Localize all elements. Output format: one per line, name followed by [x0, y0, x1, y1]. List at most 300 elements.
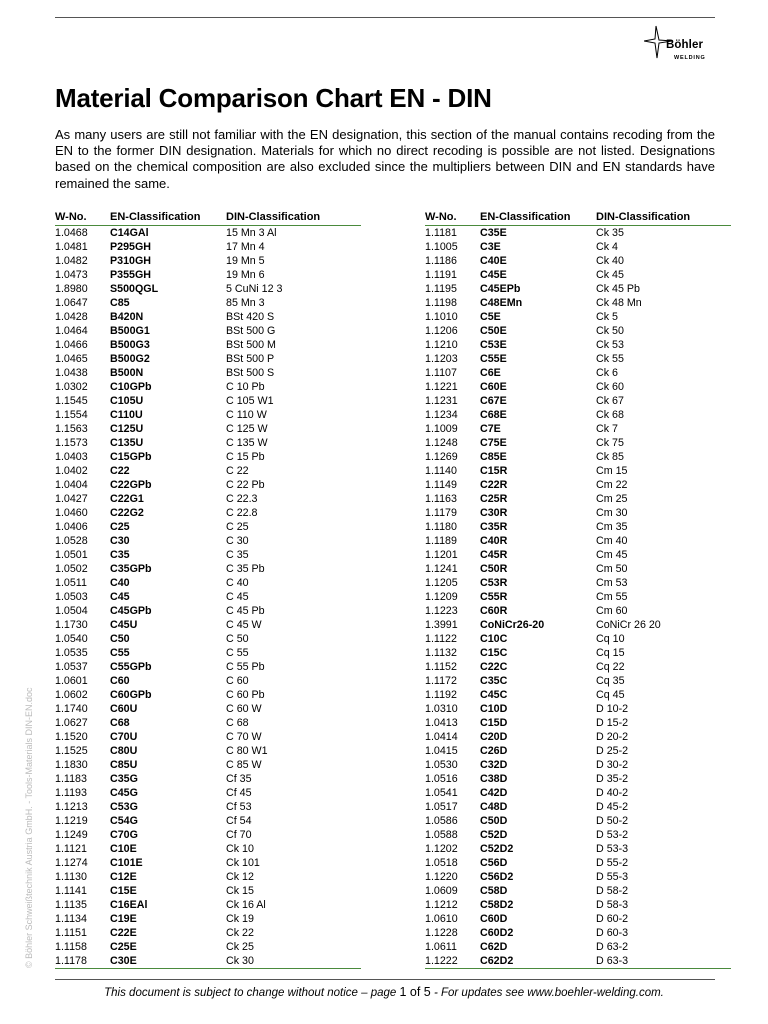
- comparison-table-left: [55, 209, 361, 969]
- cell-wno: 1.0518: [425, 857, 458, 869]
- cell-wno: 1.1202: [425, 843, 458, 855]
- table-row: [55, 394, 361, 408]
- cell-wno: 1.1140: [425, 465, 457, 477]
- cell-din: Ck 85: [596, 451, 624, 463]
- cell-din: C 105 W1: [226, 395, 274, 407]
- cell-wno: 1.1010: [425, 311, 458, 323]
- cell-din: Cm 53: [596, 577, 628, 589]
- cell-wno: 1.1180: [425, 521, 457, 533]
- cell-en: C25E: [110, 941, 137, 953]
- cell-wno: 1.0611: [425, 941, 457, 953]
- cell-wno: 1.1178: [55, 954, 110, 969]
- cell-din: Ck 48 Mn: [596, 297, 642, 309]
- cell-en: C22R: [480, 479, 508, 491]
- cell-en: C60R: [480, 605, 508, 617]
- cell-wno: 1.1274: [55, 857, 88, 869]
- cell-wno: 1.0503: [55, 591, 88, 603]
- cell-wno: 1.1135: [55, 899, 87, 911]
- footer-rule: [55, 979, 715, 980]
- cell-din: Cm 50: [596, 563, 628, 575]
- cell-wno: 1.0537: [55, 661, 88, 673]
- cell-en: C52D: [480, 829, 508, 841]
- cell-en: C62D: [480, 941, 508, 953]
- cell-en: C35G: [110, 773, 138, 785]
- cell-en: C68: [110, 717, 130, 729]
- cell-din: CoNiCr 26 20: [596, 619, 661, 631]
- cell-din: Cf 53: [226, 801, 252, 813]
- table-row: [425, 422, 731, 436]
- table-row: [55, 268, 361, 282]
- cell-wno: 1.0535: [55, 647, 88, 659]
- header-wno: W-No.: [425, 209, 480, 226]
- cell-wno: 1.1193: [55, 787, 87, 799]
- cell-en: C35GPb: [110, 563, 152, 575]
- cell-din: D 20-2: [596, 731, 629, 743]
- cell-din: Ck 10: [226, 843, 254, 855]
- footer: [0, 985, 768, 999]
- table-row: [55, 772, 361, 786]
- cell-en: C45GPb: [110, 605, 152, 617]
- cell-din: BSt 420 S: [226, 311, 275, 323]
- cell-wno: 1.0610: [425, 913, 458, 925]
- table-row: [55, 534, 361, 548]
- cell-din: Ck 7: [596, 423, 618, 435]
- cell-en: C30E: [110, 954, 226, 969]
- cell-din: C 22.8: [226, 507, 258, 519]
- cell-en: C68E: [480, 409, 507, 421]
- cell-wno: 1.1545: [55, 395, 88, 407]
- cell-din: C 22: [226, 465, 249, 477]
- table-row: [425, 534, 731, 548]
- cell-en: C85U: [110, 759, 138, 771]
- cell-en: C52D2: [480, 843, 514, 855]
- cell-din: Ck 75: [596, 437, 624, 449]
- cell-wno: 1.1830: [55, 759, 88, 771]
- table-row: [55, 282, 361, 296]
- cell-wno: 1.0404: [55, 479, 88, 491]
- cell-din: Cq 45: [596, 689, 625, 701]
- cell-en: C67E: [480, 395, 507, 407]
- cell-din: Cf 45: [226, 787, 252, 799]
- cell-wno: 1.1198: [425, 297, 457, 309]
- table-row: [425, 590, 731, 604]
- cell-wno: 1.1203: [425, 353, 458, 365]
- table-row: [425, 226, 731, 241]
- cell-wno: 1.0502: [55, 563, 88, 575]
- table-row: [425, 310, 731, 324]
- cell-en: C135U: [110, 437, 144, 449]
- cell-din: BSt 500 S: [226, 367, 275, 379]
- cell-din: D 15-2: [596, 717, 629, 729]
- cell-wno: 1.0541: [425, 787, 458, 799]
- table-row: [425, 240, 731, 254]
- table-row: [425, 716, 731, 730]
- table-row: [55, 296, 361, 310]
- table-row: [55, 674, 361, 688]
- cell-wno: 1.1520: [55, 731, 88, 743]
- cell-din: Ck 22: [226, 927, 254, 939]
- cell-din: C 35: [226, 549, 249, 561]
- cell-din: C 125 W: [226, 423, 268, 435]
- table-row: [55, 884, 361, 898]
- table-row: [425, 800, 731, 814]
- table-row: [55, 506, 361, 520]
- cell-din: D 60-2: [596, 913, 629, 925]
- cell-din: 15 Mn 3 Al: [226, 227, 277, 239]
- cell-din: Cm 22: [596, 479, 628, 491]
- cell-din: D 30-2: [596, 759, 629, 771]
- table-row: [55, 366, 361, 380]
- cell-din: 17 Mn 4: [226, 241, 265, 253]
- cell-din: Ck 60: [596, 381, 624, 393]
- table-row: [55, 562, 361, 576]
- comparison-table-right: [425, 209, 731, 969]
- cell-din: 19 Mn 5: [226, 255, 265, 267]
- cell-din: D 60-3: [596, 927, 629, 939]
- cell-din: 19 Mn 6: [226, 269, 265, 281]
- cell-din: Ck 67: [596, 395, 624, 407]
- cell-din: BSt 500 G: [226, 325, 276, 337]
- cell-wno: 1.1186: [425, 255, 457, 267]
- cell-wno: 1.0438: [55, 367, 88, 379]
- cell-wno: 1.0428: [55, 311, 88, 323]
- cell-din: D 53-3: [596, 843, 629, 855]
- cell-din: D 40-2: [596, 787, 629, 799]
- table-row: [425, 268, 731, 282]
- cell-din: C 30: [226, 535, 249, 547]
- cell-din: C 45: [226, 591, 249, 603]
- cell-en: C85: [110, 297, 130, 309]
- table-row: [425, 520, 731, 534]
- cell-din: C 135 W: [226, 437, 268, 449]
- table-row: [55, 338, 361, 352]
- cell-din: D 63-3: [596, 954, 731, 969]
- table-row: [425, 786, 731, 800]
- copyright-note: © Böhler Schweißtechnik Austria GmbH. - Tools-Materials DIN-EN.doc: [24, 687, 34, 968]
- cell-din: Cm 30: [596, 507, 628, 519]
- cell-din: C 22.3: [226, 493, 258, 505]
- cell-din: Cm 40: [596, 535, 628, 547]
- table-row: [425, 688, 731, 702]
- table-row: [55, 254, 361, 268]
- table-row: [55, 226, 361, 241]
- cell-en: C15E: [110, 885, 137, 897]
- cell-en: C22GPb: [110, 479, 152, 491]
- cell-din: Ck 12: [226, 871, 254, 883]
- intro-paragraph: As many users are still not familiar with the EN designation, this section of the manual contains recoding from the EN to the former DIN designation. Materials for which no direct recoding is possible are not listed. Designations based on the chemical composition are also excluded since the multipliers between DIN and EN standards have remained the same.: [55, 127, 715, 191]
- cell-en: C56D2: [480, 871, 514, 883]
- cell-en: C50: [110, 633, 130, 645]
- cell-wno: 1.8980: [55, 283, 88, 295]
- table-row: [425, 926, 731, 940]
- cell-wno: 1.0481: [55, 241, 88, 253]
- cell-din: BSt 500 P: [226, 353, 275, 365]
- table-header-row: [425, 209, 731, 226]
- cell-wno: 1.1151: [55, 927, 87, 939]
- table-row: [425, 576, 731, 590]
- cell-en: C15R: [480, 465, 508, 477]
- cell-en: C15GPb: [110, 451, 152, 463]
- cell-en: C15C: [480, 647, 508, 659]
- cell-din: Ck 6: [596, 367, 618, 379]
- cell-en: C55E: [480, 353, 507, 365]
- table-row: [425, 506, 731, 520]
- cell-din: C 60 W: [226, 703, 262, 715]
- table-row: [425, 814, 731, 828]
- cell-din: Cm 45: [596, 549, 628, 561]
- cell-en: C15D: [480, 717, 508, 729]
- cell-din: Cm 35: [596, 521, 628, 533]
- table-row: [425, 618, 731, 632]
- cell-wno: 1.0468: [55, 227, 88, 239]
- table-row: [425, 464, 731, 478]
- cell-en: C30: [110, 535, 130, 547]
- cell-wno: 1.1205: [425, 577, 458, 589]
- cell-wno: 1.1241: [425, 563, 458, 575]
- cell-en: C45E: [480, 269, 507, 281]
- table-row: [425, 492, 731, 506]
- table-row: [55, 702, 361, 716]
- table-row: [55, 870, 361, 884]
- cell-en: P295GH: [110, 241, 151, 253]
- table-row: [425, 842, 731, 856]
- cell-en: C12E: [110, 871, 137, 883]
- cell-en: C56D: [480, 857, 508, 869]
- cell-din: C 25: [226, 521, 249, 533]
- table-row: [55, 744, 361, 758]
- cell-din: Ck 35: [596, 227, 624, 239]
- cell-din: Cf 35: [226, 773, 252, 785]
- cell-en: C45U: [110, 619, 138, 631]
- cell-wno: 1.0466: [55, 339, 88, 351]
- cell-en: C53R: [480, 577, 508, 589]
- page-title: Material Comparison Chart EN - DIN: [55, 83, 492, 113]
- table-row: [55, 548, 361, 562]
- table-row: [55, 240, 361, 254]
- table-row: [425, 856, 731, 870]
- cell-wno: 1.1206: [425, 325, 458, 337]
- cell-din: Cq 22: [596, 661, 625, 673]
- cell-en: C20D: [480, 731, 508, 743]
- cell-en: C45EPb: [480, 283, 521, 295]
- cell-wno: 1.1222: [425, 954, 480, 969]
- cell-din: D 53-2: [596, 829, 629, 841]
- table-row: [55, 954, 361, 969]
- cell-en: S500QGL: [110, 283, 159, 295]
- cell-din: C 60: [226, 675, 249, 687]
- cell-din: C 80 W1: [226, 745, 268, 757]
- cell-en: C55R: [480, 591, 508, 603]
- cell-wno: 1.0504: [55, 605, 88, 617]
- cell-wno: 1.1152: [425, 661, 457, 673]
- cell-din: Cf 54: [226, 815, 252, 827]
- table-row: [55, 352, 361, 366]
- cell-wno: 1.1234: [425, 409, 458, 421]
- cell-wno: 1.0501: [55, 549, 88, 561]
- cell-en: C5E: [480, 311, 501, 323]
- cell-en: C55: [110, 647, 130, 659]
- table-row: [55, 940, 361, 954]
- cell-din: D 63-2: [596, 941, 629, 953]
- cell-din: D 50-2: [596, 815, 629, 827]
- cell-din: D 25-2: [596, 745, 629, 757]
- cell-en: C10GPb: [110, 381, 152, 393]
- cell-din: Ck 101: [226, 857, 260, 869]
- table-row: [425, 632, 731, 646]
- cell-wno: 1.1212: [425, 899, 458, 911]
- cell-wno: 1.0403: [55, 451, 88, 463]
- table-row: [55, 590, 361, 604]
- cell-wno: 1.1122: [425, 633, 457, 645]
- table-row: [425, 870, 731, 884]
- table-row: [425, 254, 731, 268]
- cell-en: C38D: [480, 773, 508, 785]
- cell-en: C53G: [110, 801, 138, 813]
- table-row: [55, 660, 361, 674]
- cell-en: C35R: [480, 521, 508, 533]
- cell-wno: 1.1213: [55, 801, 88, 813]
- cell-wno: 1.0528: [55, 535, 88, 547]
- cell-wno: 1.0414: [425, 731, 458, 743]
- cell-en: C48D: [480, 801, 508, 813]
- cell-en: B420N: [110, 311, 144, 323]
- cell-en: C101E: [110, 857, 143, 869]
- cell-wno: 1.1740: [55, 703, 88, 715]
- header-din: DIN-Classification: [226, 209, 361, 226]
- logo-name: Böhler: [666, 39, 704, 51]
- table-row: [55, 618, 361, 632]
- cell-en: C105U: [110, 395, 144, 407]
- cell-din: BSt 500 M: [226, 339, 276, 351]
- cell-wno: 1.1158: [55, 941, 87, 953]
- cell-en: C85E: [480, 451, 507, 463]
- cell-wno: 1.3991: [425, 619, 458, 631]
- cell-en: C22G2: [110, 507, 144, 519]
- table-row: [55, 842, 361, 856]
- cell-en: C16EAl: [110, 899, 148, 911]
- logo-sub: WELDING: [674, 55, 706, 61]
- cell-en: B500G1: [110, 325, 150, 337]
- cell-wno: 1.1730: [55, 619, 88, 631]
- cell-wno: 1.0464: [55, 325, 88, 337]
- cell-din: C 55 Pb: [226, 661, 265, 673]
- boehler-logo: [644, 24, 718, 68]
- cell-din: C 45 W: [226, 619, 262, 631]
- cell-wno: 1.0413: [425, 717, 458, 729]
- footer-text-before: This document is subject to change without notice – page: [104, 987, 400, 999]
- cell-wno: 1.1249: [55, 829, 88, 841]
- cell-din: C 45 Pb: [226, 605, 265, 617]
- cell-din: D 58-2: [596, 885, 629, 897]
- cell-din: Ck 55: [596, 353, 624, 365]
- cell-wno: 1.1210: [425, 339, 458, 351]
- cell-en: C7E: [480, 423, 501, 435]
- cell-wno: 1.0517: [425, 801, 458, 813]
- cell-en: C26D: [480, 745, 508, 757]
- table-body-right: [425, 226, 731, 969]
- cell-en: C22E: [110, 927, 137, 939]
- cell-wno: 1.0602: [55, 689, 88, 701]
- cell-en: C53E: [480, 339, 507, 351]
- cell-wno: 1.0473: [55, 269, 88, 281]
- table-row: [55, 422, 361, 436]
- cell-wno: 1.1172: [425, 675, 457, 687]
- cell-wno: 1.0627: [55, 717, 88, 729]
- cell-en: C45G: [110, 787, 138, 799]
- cell-en: C22C: [480, 661, 508, 673]
- cell-en: C45C: [480, 689, 508, 701]
- table-row: [425, 450, 731, 464]
- table-row: [55, 716, 361, 730]
- table-row: [55, 310, 361, 324]
- cell-din: Cq 35: [596, 675, 625, 687]
- cell-en: C60U: [110, 703, 138, 715]
- table-row: [425, 324, 731, 338]
- table-row: [55, 478, 361, 492]
- cell-wno: 1.0530: [425, 759, 458, 771]
- cell-din: Ck 68: [596, 409, 624, 421]
- cell-wno: 1.1554: [55, 409, 88, 421]
- cell-din: D 10-2: [596, 703, 629, 715]
- cell-din: D 45-2: [596, 801, 629, 813]
- cell-wno: 1.0609: [425, 885, 458, 897]
- cell-din: Cq 10: [596, 633, 625, 645]
- table-row: [55, 576, 361, 590]
- table-row: [425, 478, 731, 492]
- cell-en: CoNiCr26-20: [480, 619, 545, 631]
- cell-wno: 1.1573: [55, 437, 88, 449]
- cell-wno: 1.1231: [425, 395, 458, 407]
- table-row: [425, 562, 731, 576]
- cell-din: Ck 45 Pb: [596, 283, 640, 295]
- table-row: [425, 604, 731, 618]
- cell-din: Cq 15: [596, 647, 625, 659]
- cell-wno: 1.0302: [55, 381, 88, 393]
- cell-din: Ck 53: [596, 339, 624, 351]
- cell-wno: 1.1209: [425, 591, 458, 603]
- cell-wno: 1.0415: [425, 745, 458, 757]
- cell-en: C40R: [480, 535, 508, 547]
- cell-en: C3E: [480, 241, 501, 253]
- cell-wno: 1.1223: [425, 605, 458, 617]
- table-row: [55, 758, 361, 772]
- table-row: [425, 394, 731, 408]
- table-row: [425, 954, 731, 969]
- cell-en: C75E: [480, 437, 507, 449]
- cell-wno: 1.0460: [55, 507, 88, 519]
- table-row: [55, 324, 361, 338]
- cell-en: C70G: [110, 829, 138, 841]
- cell-en: B500G3: [110, 339, 150, 351]
- cell-din: 5 CuNi 12 3: [226, 283, 283, 295]
- cell-wno: 1.0310: [425, 703, 458, 715]
- cell-wno: 1.1248: [425, 437, 458, 449]
- table-row: [55, 688, 361, 702]
- cell-wno: 1.1219: [55, 815, 88, 827]
- cell-wno: 1.0482: [55, 255, 88, 267]
- cell-en: C25: [110, 521, 130, 533]
- cell-wno: 1.0406: [55, 521, 88, 533]
- table-row: [55, 898, 361, 912]
- table-header-row: [55, 209, 361, 226]
- table-row: [425, 758, 731, 772]
- top-rule: [55, 17, 715, 18]
- cell-en: C60GPb: [110, 689, 152, 701]
- cell-wno: 1.1181: [425, 227, 457, 239]
- table-row: [425, 408, 731, 422]
- cell-din: Ck 50: [596, 325, 624, 337]
- table-row: [425, 660, 731, 674]
